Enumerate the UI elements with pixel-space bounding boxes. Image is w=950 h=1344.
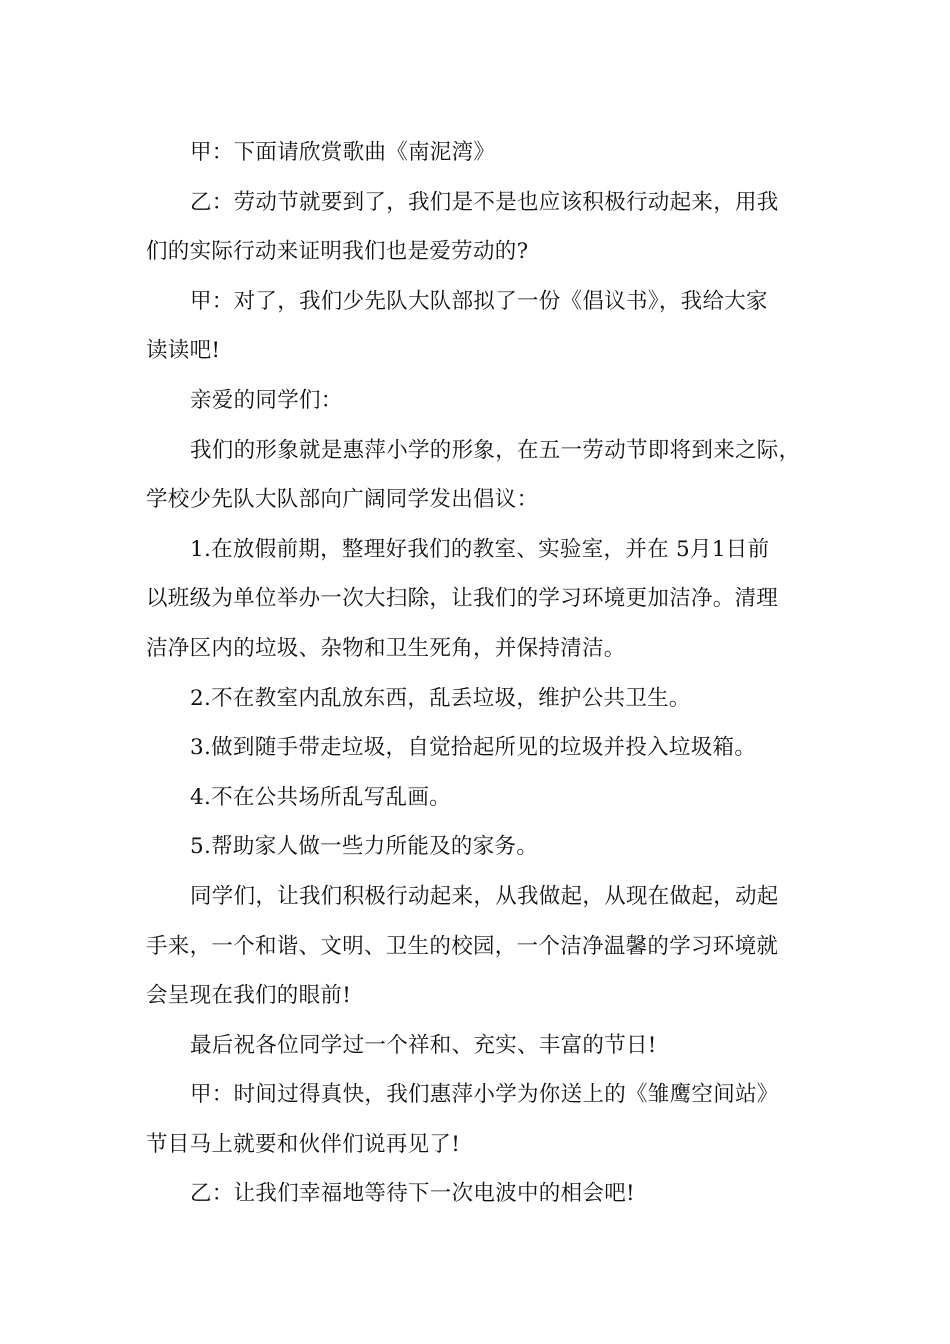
text-line: 我们的形象就是惠萍小学的形象，在五一劳动节即将到来之际， bbox=[190, 437, 801, 463]
document-body bbox=[146, 128, 810, 1219]
text-line: 会呈现在我们的眼前! bbox=[146, 983, 352, 1009]
text-line: 5.帮助家人做一些力所能及的家务。 bbox=[190, 834, 539, 860]
text-line: 乙：劳动节就要到了，我们是不是也应该积极行动起来，用我 bbox=[190, 189, 779, 215]
text-line: 甲：对了，我们少先队大队部拟了一份《倡议书》，我给大家 bbox=[190, 288, 768, 314]
text-line: 手来，一个和谐、文明、卫生的校园，一个洁净温馨的学习环境就 bbox=[146, 933, 779, 959]
text-line: 以班级为单位举办一次大扫除，让我们的学习环境更加洁净。清理 bbox=[146, 586, 779, 612]
text-line: 乙：让我们幸福地等待下一次电波中的相会吧! bbox=[190, 1181, 635, 1207]
text-line: 学校少先队大队部向广阔同学发出倡议： bbox=[146, 487, 539, 513]
text-line: 读读吧! bbox=[146, 338, 221, 364]
text-line: 2.不在教室内乱放东西，乱丢垃圾，维护公共卫生。 bbox=[190, 685, 691, 711]
text-line: 们的实际行动来证明我们也是爱劳动的? bbox=[146, 239, 529, 265]
text-line: 洁净区内的垃圾、杂物和卫生死角，并保持清洁。 bbox=[146, 635, 626, 661]
text-line: 甲：下面请欣赏歌曲《南泥湾》 bbox=[190, 140, 496, 165]
text-line: 同学们，让我们积极行动起来，从我做起，从现在做起，动起 bbox=[190, 883, 779, 909]
text-line: 3.做到随手带走垃圾，自觉拾起所见的垃圾并投入垃圾箱。 bbox=[190, 735, 757, 761]
text-line: 节目马上就要和伙伴们说再见了! bbox=[146, 1131, 461, 1157]
text-line: 亲爱的同学们： bbox=[190, 387, 343, 413]
text-line: 4.不在公共场所乱写乱画。 bbox=[190, 784, 451, 810]
text-line: 最后祝各位同学过一个祥和、充实、丰富的节日! bbox=[190, 1032, 657, 1058]
text-line: 甲：时间过得真快，我们惠萍小学为你送上的《雏鹰空间站》 bbox=[190, 1082, 779, 1108]
text-line: 1.在放假前期，整理好我们的教室、实验室，并在 5月1日前 bbox=[190, 536, 770, 562]
